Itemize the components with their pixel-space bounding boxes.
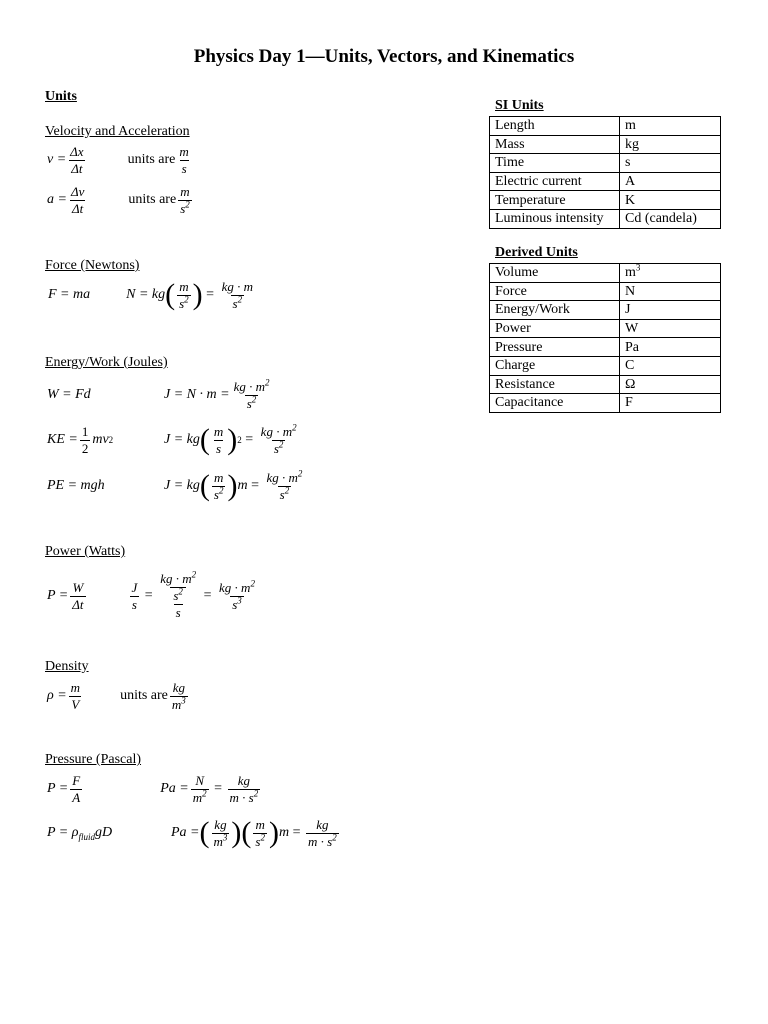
- density-heading: Density: [45, 659, 89, 674]
- table-row: Mass kg: [490, 135, 721, 154]
- rho-lhs: ρ =: [47, 688, 67, 703]
- force-n-lhs: N = kg: [126, 287, 166, 302]
- derived-units-table: [489, 263, 721, 413]
- p-lhs: P =: [47, 588, 69, 603]
- j-kgm2-s2-c: $\frac{kg \cdot m^2}{s^2}$: [266, 468, 303, 502]
- table-row: Length m: [490, 117, 721, 136]
- table-row: Luminous intensity Cd (candela): [490, 209, 721, 228]
- a-lhs: a =: [47, 192, 67, 207]
- pressure-equations: P = $\frac{F}{A}$ Pa = $\frac{N}{m^2}$ = $\frac{kg}{m \cdot s^2}$ $P = \rho_{fluid}gD$ Pa = ( $\frac{kg}{m^3}$ ) ( $\frac{m}{s^2}$ ) m = $\frac{kg}{m \cdot s^2}$: [47, 772, 337, 849]
- ke-eq: KE = $\frac{1}{2}$ mv 2: [47, 423, 114, 456]
- j-nm: J = N · m =: [164, 387, 230, 402]
- pressure-lhs: P =: [47, 781, 69, 796]
- j-kg: J = kg: [164, 432, 200, 447]
- p-compound: kg · $m^2$ $s^2$ s: [160, 569, 197, 620]
- table-row: Power W: [490, 319, 721, 338]
- force-eq-fma: F = ma: [48, 287, 91, 302]
- power-heading: Power (Watts): [45, 544, 126, 559]
- j-m-s: $\frac{m}{s}$: [213, 423, 224, 456]
- a-unit-fraction: $\frac{m}{s^2}$: [180, 183, 190, 216]
- table-row: Time s: [490, 154, 721, 173]
- v-units-are: units are: [127, 152, 176, 167]
- density-units-are: units are: [120, 688, 168, 703]
- table-row: Force N: [490, 282, 721, 301]
- j-kgm2-s2-b: $\frac{kg \cdot m^2}{s^2}$: [260, 422, 297, 456]
- force-kgm-s2: $\frac{kg \cdot m}{s^2}$: [221, 278, 253, 311]
- pressure-fluid-eq: $P = \rho_{fluid}gD$: [47, 825, 113, 842]
- work-eq: W = Fd: [47, 387, 91, 402]
- j-kgm2-s2: $\frac{kg \cdot m^2}{s^2}$: [233, 377, 270, 411]
- table-row: Electric current A: [490, 172, 721, 191]
- a-units-are: units are: [128, 192, 177, 207]
- energy-heading: Energy/Work (Joules): [45, 355, 168, 370]
- p-j-s: $\frac{J}{s}$: [131, 579, 138, 612]
- pa-n-m2: $\frac{N}{m^2}$: [192, 772, 207, 805]
- pa-lhs-2: Pa =: [171, 825, 200, 840]
- derived-units-title: Derived Units: [495, 245, 578, 260]
- a-fraction: $\frac{\Delta v}{\Delta t}$: [70, 183, 85, 216]
- table-row: Charge C: [490, 356, 721, 375]
- pa-kg-ms2-b: $\frac{kg}{m \cdot s^2}$: [307, 816, 337, 849]
- table-row: Capacitance F: [490, 394, 721, 413]
- j-kg-2: J = kg: [164, 478, 200, 493]
- pa-kg-m3: $\frac{kg}{m^3}$: [213, 816, 228, 849]
- v-fraction: $\frac{\Delta x}{\Delta t}$: [70, 143, 84, 176]
- pressure-heading: Pressure (Pascal): [45, 752, 142, 767]
- pa-lhs: Pa =: [160, 781, 189, 796]
- velocity-equation: [47, 140, 194, 220]
- page-title: Physics Day 1—Units, Vectors, and Kinematics: [193, 46, 575, 67]
- power-equation: P = $\frac{W}{\Delta t}$ $\frac{J}{s}$ = kg · $m^2$ $s^2$ s = $\frac{kg \cdot m^2}{s^3}$: [47, 569, 255, 620]
- force-equation: F = ma N = kg ( $\frac{m}{s^2}$ ) = $\frac{kg \cdot m}{s^2}$: [48, 278, 253, 311]
- pressure-f-a: $\frac{F}{A}$: [72, 772, 81, 805]
- rho-m-v: $\frac{m}{V}$: [70, 679, 81, 712]
- force-heading: Force (Newtons): [45, 258, 140, 273]
- si-units-table: [489, 116, 721, 229]
- table-row: Temperature K: [490, 191, 721, 210]
- energy-equations: W = Fd J = N · m = $\frac{kg \cdot m^2}{s^2}$ KE = $\frac{1}{2}$ mv 2 J = kg ( $\frac{m}{s}$ ) 2 = $\frac{kg \cdot m^2}{s^2}$ PE = mgh J = kg ( $\frac{m}{s^2}$ ) m = $\frac{kg \cdot m^2}{s^2}$: [47, 377, 303, 502]
- density-unit: $\frac{kg}{m^3}$: [171, 679, 186, 712]
- table-row: Volume $m^3$: [490, 264, 721, 283]
- table-row: Pressure Pa: [490, 338, 721, 357]
- v-lhs: v =: [47, 152, 67, 167]
- velocity-heading: Velocity and Acceleration: [45, 124, 190, 139]
- p-w-dt: $\frac{W}{\Delta t}$: [72, 579, 84, 612]
- units-heading: Units: [45, 89, 77, 104]
- density-equation: [47, 675, 190, 717]
- force-m-s2: $\frac{m}{s^2}$: [179, 278, 189, 311]
- v-unit-fraction: $\frac{m}{s}$: [179, 143, 189, 176]
- table-row: Resistance Ω: [490, 375, 721, 394]
- si-units-title: SI Units: [495, 98, 544, 113]
- pe-eq: PE = mgh: [47, 478, 105, 493]
- table-row: Energy/Work J: [490, 301, 721, 320]
- pa-m-s2: $\frac{m}{s^2}$: [255, 816, 265, 849]
- p-kgm2-s3: $\frac{kg \cdot m^2}{s^3}$: [219, 578, 255, 612]
- j-m-s2: $\frac{m}{s^2}$: [213, 469, 224, 502]
- pa-kg-ms2: $\frac{kg}{m \cdot s^2}$: [229, 772, 259, 805]
